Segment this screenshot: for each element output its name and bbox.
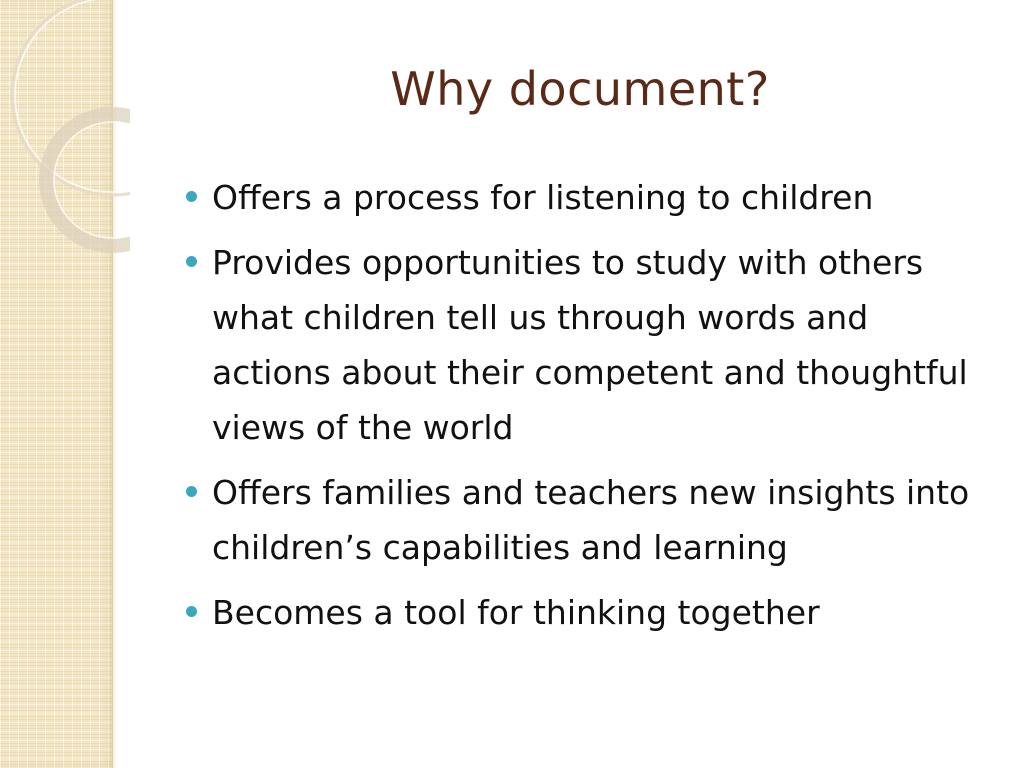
side-band-shadow bbox=[112, 0, 117, 768]
bullet-item bbox=[186, 585, 996, 640]
slide-title: Why document? bbox=[390, 62, 770, 116]
bullet-text: Offers families and teachers new insights into children’s capabilities and learning bbox=[212, 473, 970, 567]
bullet-list bbox=[186, 170, 996, 650]
bullet-dot-icon bbox=[186, 191, 197, 202]
bullet-item bbox=[186, 235, 996, 455]
bullet-text: Provides opportunities to study with others what children tell us through words and actions about their competent and thoughtful views of the world bbox=[212, 243, 968, 447]
bullet-dot-icon bbox=[186, 256, 197, 267]
decorative-side-band bbox=[0, 0, 113, 768]
bullet-text: Offers a process for listening to children bbox=[212, 178, 874, 217]
bullet-dot-icon bbox=[186, 606, 197, 617]
bullet-dot-icon bbox=[186, 486, 197, 497]
bullet-text: Becomes a tool for thinking together bbox=[212, 593, 820, 632]
bullet-item bbox=[186, 465, 996, 575]
bullet-item bbox=[186, 170, 996, 225]
